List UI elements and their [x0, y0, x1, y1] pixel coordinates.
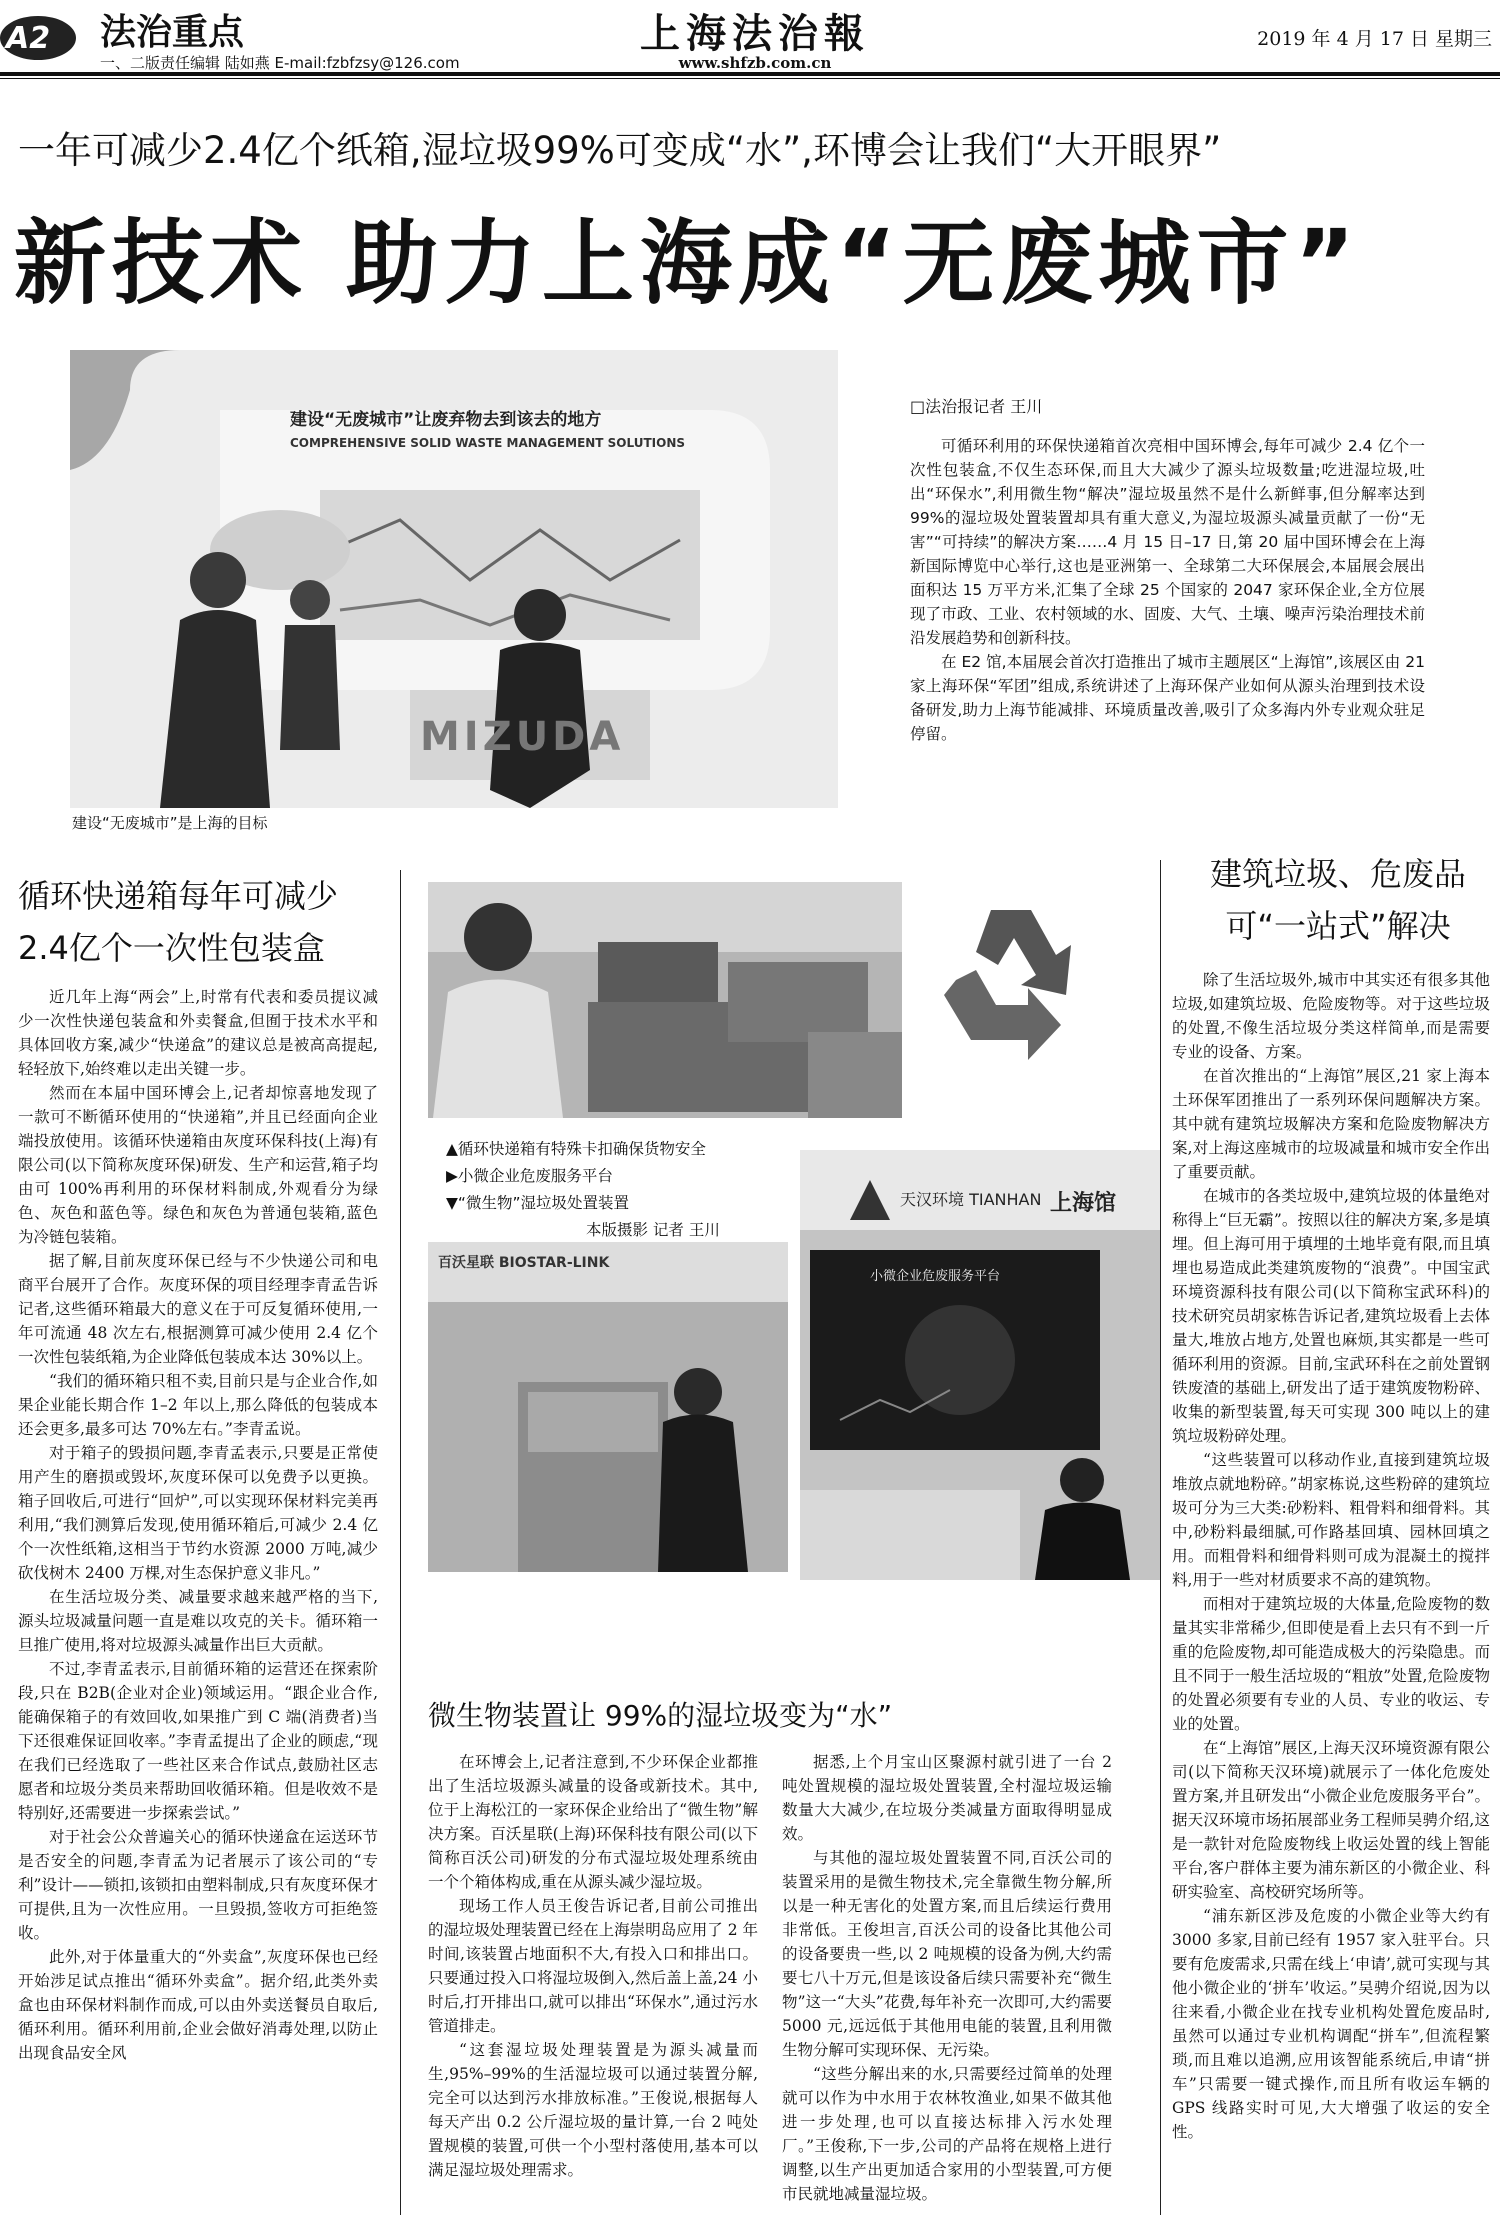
body-paragraph: 而相对于建筑垃圾的大体量,危险废物的数量其实非常稀少,但即使是看上去只有不到一斤重的危险废物,却可能造成极大的污染隐患。而且不同于一般生活垃圾的“粗放”处置,危险废物的处置必须要有专业的人员、专业的收运、专业的处置。: [1172, 1595, 1490, 1733]
screen-title: 小微企业危废服务平台: [870, 1269, 1001, 1284]
tianhan-logo: 天汉环境 TIANHAN: [900, 1190, 1042, 1209]
caption-line: ▼“微生物”湿垃圾处置装置: [446, 1194, 629, 1212]
left-article: [18, 985, 378, 2210]
body-paragraph: 据了解,目前灰度环保已经与不少快递公司和电商平台展开了合作。灰度环保的项目经理李青孟告诉记者,这些循环箱最大的意义在于可反复循环使用,一年可流通 48 次左右,根据测算可减少使用 2.4 亿个一次性包装纸箱,为企业降低包装成本达 30%以上。: [18, 1252, 378, 1366]
body-paragraph: “这套湿垃圾处理装置是为源头减量而生,95%–99%的生活湿垃圾可以通过装置分解,完全可以达到污水排放标准。”王俊说,根据每人每天产出 0.2 公斤湿垃圾的量计算,一台 2 吨处置规模的装置,可供一个小型村落使用,基本可以满足湿垃圾处理需求。: [428, 2041, 758, 2179]
kicker-headline: 一年可减少2.4亿个纸箱,湿垃圾99%可变成“水”,环博会让我们“大开眼界”: [18, 129, 1222, 172]
left-subhead: [18, 870, 418, 974]
right-subhead: [1188, 848, 1488, 952]
lead-paragraphs: [910, 434, 1425, 746]
site-url[interactable]: www.shfzb.com.cn: [678, 54, 832, 72]
photo-credit: 本版摄影 记者 王川: [586, 1221, 720, 1239]
body-paragraph: 此外,对于体量重大的“外卖盒”,灰度环保也已经开始涉足试点推出“循环外卖盒”。据介绍,此类外卖盒也由环保材料制作而成,可以由外卖送餐员自取后,循环利用。循环利用前,企业会做好消毒处理,以防止出现食品安全风: [18, 1948, 378, 2062]
recycle-icon: [936, 900, 1086, 1070]
body-paragraph: 在首次推出的“上海馆”展区,21 家上海本土环保军团推出了一系列环保问题解决方案。其中就有建筑垃圾解决方案和危险废物解决方案,对上海这座城市的垃圾减量和城市安全作出了重要贡献。: [1172, 1067, 1490, 1181]
masthead-logo: 上海法治報: [640, 10, 870, 57]
column-divider: [400, 870, 401, 2215]
center-article-col2: [782, 1750, 1112, 2220]
column-divider: [1160, 860, 1161, 2215]
body-paragraph: 然而在本届中国环博会上,记者却惊喜地发现了一款可不断循环使用的“快递箱”,并且已经面向企业端投放使用。该循环快递箱由灰度环保科技(上海)有限公司(以下简称灰度环保)研发、生产和运营,箱子均由可 100%再利用的环保材料制成,外观看分为绿色、灰色和蓝色等。绿色和灰色为普通包装箱,蓝色为冷链包装箱。: [18, 1084, 378, 1246]
page-number-badge: [0, 8, 90, 62]
left-subhead-line: 循环快递箱每年可减少: [18, 877, 339, 915]
body-paragraph: 在环博会上,记者注意到,不少环保企业都推出了生活垃圾源头减量的设备或新技术。其中,位于上海松江的一家环保企业给出了“微生物”解决方案。百沃星联(上海)环保科技有限公司(以下简称百沃公司)研发的分布式湿垃圾处理系统由一个个箱体构成,重在从源头减少湿垃圾。: [428, 1753, 758, 1891]
body-paragraph: “这些装置可以移动作业,直接到建筑垃圾堆放点就地粉碎。”胡家栋说,这些粉碎的建筑垃圾可分为三大类:砂粉料、粗骨料和细骨料。其中,砂粉料最细腻,可作路基回填、园林回填之用。而粗骨料和细骨料则可成为混凝土的搅拌料,用于一些对材质要求不高的建筑物。: [1172, 1451, 1490, 1589]
editor-line: 一、二版责任编辑 陆如燕 E-mail:fzbfzsy@126.com: [100, 54, 460, 72]
booth-sign: 上海馆: [1050, 1191, 1117, 1216]
left-subhead-line: 2.4亿个一次性包装盒: [18, 929, 325, 967]
caption-line: ▲循环快递箱有特殊卡扣确保货物安全: [446, 1140, 706, 1158]
main-photo: [70, 350, 838, 808]
body-paragraph: 在城市的各类垃圾中,建筑垃圾的体量绝对称得上“巨无霸”。按照以往的解决方案,多是填埋。但上海可用于填埋的土地毕竟有限,而且填埋也易造成此类建筑废物的“浪费”。中国宝武环境资源科技有限公司(以下简称宝武环科)的技术研究员胡家栋告诉记者,建筑垃圾看上去体量大,堆放占地方,处置也麻烦,其实都是一些可循环利用的资源。目前,宝武环科在之前处置钢铁废渣的基础上,研发出了适于建筑废物粉碎、收集的新型装置,每天可实现 300 吨以上的建筑垃圾粉碎处理。: [1172, 1187, 1490, 1445]
body-paragraph: 近几年上海“两会”上,时常有代表和委员提议减少一次性快递包装盒和外卖餐盒,但囿于技术水平和具体回收方案,减少“快递盒”的建议总是被高高提起,轻轻放下,始终难以走出关键一步。: [18, 988, 378, 1078]
body-paragraph: “我们的循环箱只租不卖,目前只是与企业合作,如果企业能长期合作 1–2 年以上,那么降低的包装成本还会更多,最多可达 70%左右。”李青孟说。: [18, 1372, 378, 1438]
body-paragraph: 除了生活垃圾外,城市中其实还有很多其他垃圾,如建筑垃圾、危险废物等。对于这些垃圾的处置,不像生活垃圾分类这样简单,而是需要专业的设备、方案。: [1172, 971, 1490, 1061]
body-paragraph: “浦东新区涉及危废的小微企业等大约有 3000 多家,目前已经有 1957 家入驻平台。只要有危废需求,只需在线上‘申请’,就可实现与其他小微企业的‘拼车’收运。”吴骋介绍说,因为以往来看,小微企业在找专业机构处置危废品时,虽然可以通过专业机构调配“拼车”,但流程繁琐,而且难以追溯,应用该智能系统后,申请“拼车”只需要一键式操作,而且所有收运车辆的 GPS 线路实时可见,大大增强了收运的安全性。: [1172, 1907, 1490, 2141]
center-subhead: 微生物装置让 99%的湿垃圾变为“水”: [428, 1699, 893, 1732]
section-name: 法治重点: [100, 12, 245, 53]
body-paragraph: 现场工作人员王俊告诉记者,目前公司推出的湿垃圾处理装置已经在上海崇明岛应用了 2 年时间,该装置占地面积不大,有投入口和排出口。只要通过投入口将湿垃圾倒入,然后盖上盖,24 小时后,打开排出口,就可以排出“环保水”,通过污水管道排走。: [428, 1897, 758, 2035]
section-number: A2: [6, 21, 51, 56]
sign-title: 建设“无废城市”让废弃物去到该去的地方: [290, 410, 602, 430]
machine-brand: 百沃星联 BIOSTAR-LINK: [438, 1255, 610, 1271]
body-paragraph: 与其他的湿垃圾处置装置不同,百沃公司的装置采用的是微生物技术,完全靠微生物分解,所以是一种无害化的处置方案,而且后续运行费用非常低。王俊坦言,百沃公司的设备比其他公司的设备要贵一些,以 2 吨规模的设备为例,大约需要七八十万元,但是该设备后续只需要补充“微生物”这一“大头”花费,每年补充一次即可,大约需要 5000 元,远远低于其他用电能的装置,且利用微生物分解可实现环保、无污染。: [782, 1849, 1112, 2059]
body-paragraph: 据悉,上个月宝山区聚源村就引进了一台 2 吨处置规模的湿垃圾处置装置,全村湿垃圾运输数量大大减少,在垃圾分类减量方面取得明显成效。: [782, 1753, 1112, 1843]
body-paragraph: 对于社会公众普遍关心的循环快递盒在运送环节是否安全的问题,李青孟为记者展示了该公司的“专利”设计——锁扣,该锁扣由塑料制成,只有灰度环保才可提供,且为一次性应用。一旦毁损,签收方可拒绝签收。: [18, 1828, 378, 1942]
lead-paragraph: 可循环利用的环保快递箱首次亮相中国环博会,每年可减少 2.4 亿个一次性包装盒,不仅生态环保,而且大大减少了源头垃圾数量;吃进湿垃圾,吐出“环保水”,利用微生物“解决”湿垃圾虽然不是什么新鲜事,但分解率达到 99%的湿垃圾处置装置却具有重大意义,为湿垃圾源头减量贡献了一份“无害”“可持续”的解决方案……4 月 15 日–17 日,第 20 届中国环博会在上海新国际博览中心举行,这也是亚洲第一、全球第二大环保展会,本届展会展出面积达 15 万平方米,汇集了全球 25 个国家的 2047 家环保企业,全方位展现了市政、工业、农村领域的水、固废、大气、土壤、噪声污染治理技术前沿发展趋势和创新科技。: [910, 437, 1425, 647]
express-box-photo: [428, 882, 902, 1118]
lead-paragraph: 在 E2 馆,本届展会首次打造推出了城市主题展区“上海馆”,该展区由 21 家上海环保“军团”组成,系统讲述了上海环保产业如何从源头治理到技术设备研发,助力上海节能减排、环境质量改善,吸引了众多海内外专业观众驻足停留。: [910, 653, 1425, 743]
byline: □法治报记者 王川: [910, 397, 1043, 416]
body-paragraph: “这些分解出来的水,只需要经过简单的处理就可以作为中水用于农林牧渔业,如果不做其他进一步处理,也可以直接达标排入污水处理厂。”王俊称,下一步,公司的产品将在规格上进行调整,以生产出更加适合家用的小型装置,可方便市民就地减量湿垃圾。: [782, 2065, 1112, 2203]
photo-captions: [446, 1136, 776, 1244]
header-rule: [0, 72, 1500, 76]
body-paragraph: 对于箱子的毁损问题,李青孟表示,只要是正常使用产生的磨损或毁坏,灰度环保可以免费予以更换。箱子回收后,可进行“回炉”,可以实现环保材料完美再利用,“我们测算后发现,使用循环箱后,可减少 2.4 亿个一次性纸箱,这相当于节约水资源 2000 万吨,减少砍伐树木 2400 万棵,对生态保护意义非凡。”: [18, 1444, 378, 1582]
body-paragraph: 在生活垃圾分类、减量要求越来越严格的当下,源头垃圾减量问题一直是难以攻克的关卡。循环箱一旦推广使用,将对垃圾源头减量作出巨大贡献。: [18, 1588, 378, 1654]
main-headline: 新技术 助力上海成“无废城市”: [14, 210, 1361, 317]
header-rule-thin: [0, 78, 1500, 79]
right-article: [1172, 968, 1490, 2213]
right-subhead-line: 可“一站式”解决: [1225, 907, 1451, 945]
page-header: [0, 0, 1500, 70]
platform-photo: [800, 1150, 1160, 1580]
caption-line: ▶小微企业危废服务平台: [446, 1167, 613, 1185]
sign-subtitle: COMPREHENSIVE SOLID WASTE MANAGEMENT SOLUTIONS: [290, 436, 686, 450]
body-paragraph: 在“上海馆”展区,上海天汉环境资源有限公司(以下简称天汉环境)就展示了一体化危废处置方案,并且研发出“小微企业危废服务平台”。据天汉环境市场拓展部业务工程师吴骋介绍,这是一款针对危险废物线上收运处置的线上智能平台,客户群体主要为浦东新区的小微企业、科研实验室、高校研究场所等。: [1172, 1739, 1490, 1901]
biodigester-photo: [428, 1242, 788, 1572]
issue-date: 2019 年 4 月 17 日 星期三: [1257, 28, 1492, 50]
center-article-col1: [428, 1750, 758, 2220]
main-photo-caption: 建设“无废城市”是上海的目标: [72, 814, 268, 832]
body-paragraph: 不过,李青孟表示,目前循环箱的运营还在探索阶段,只在 B2B(企业对企业)领域运用。“跟企业合作,能确保箱子的有效回收,如果推广到 C 端(消费者)当下还很难保证回收率。”李青孟提出了企业的顾虑,“现在我们已经选取了一些社区来合作试点,鼓励社区志愿者和垃圾分类员来帮助回收循环箱。但是收效不是特别好,还需要进一步探索尝试。”: [18, 1660, 378, 1822]
right-subhead-line: 建筑垃圾、危废品: [1209, 855, 1466, 893]
brand-sign: MIZUDA: [420, 714, 625, 760]
